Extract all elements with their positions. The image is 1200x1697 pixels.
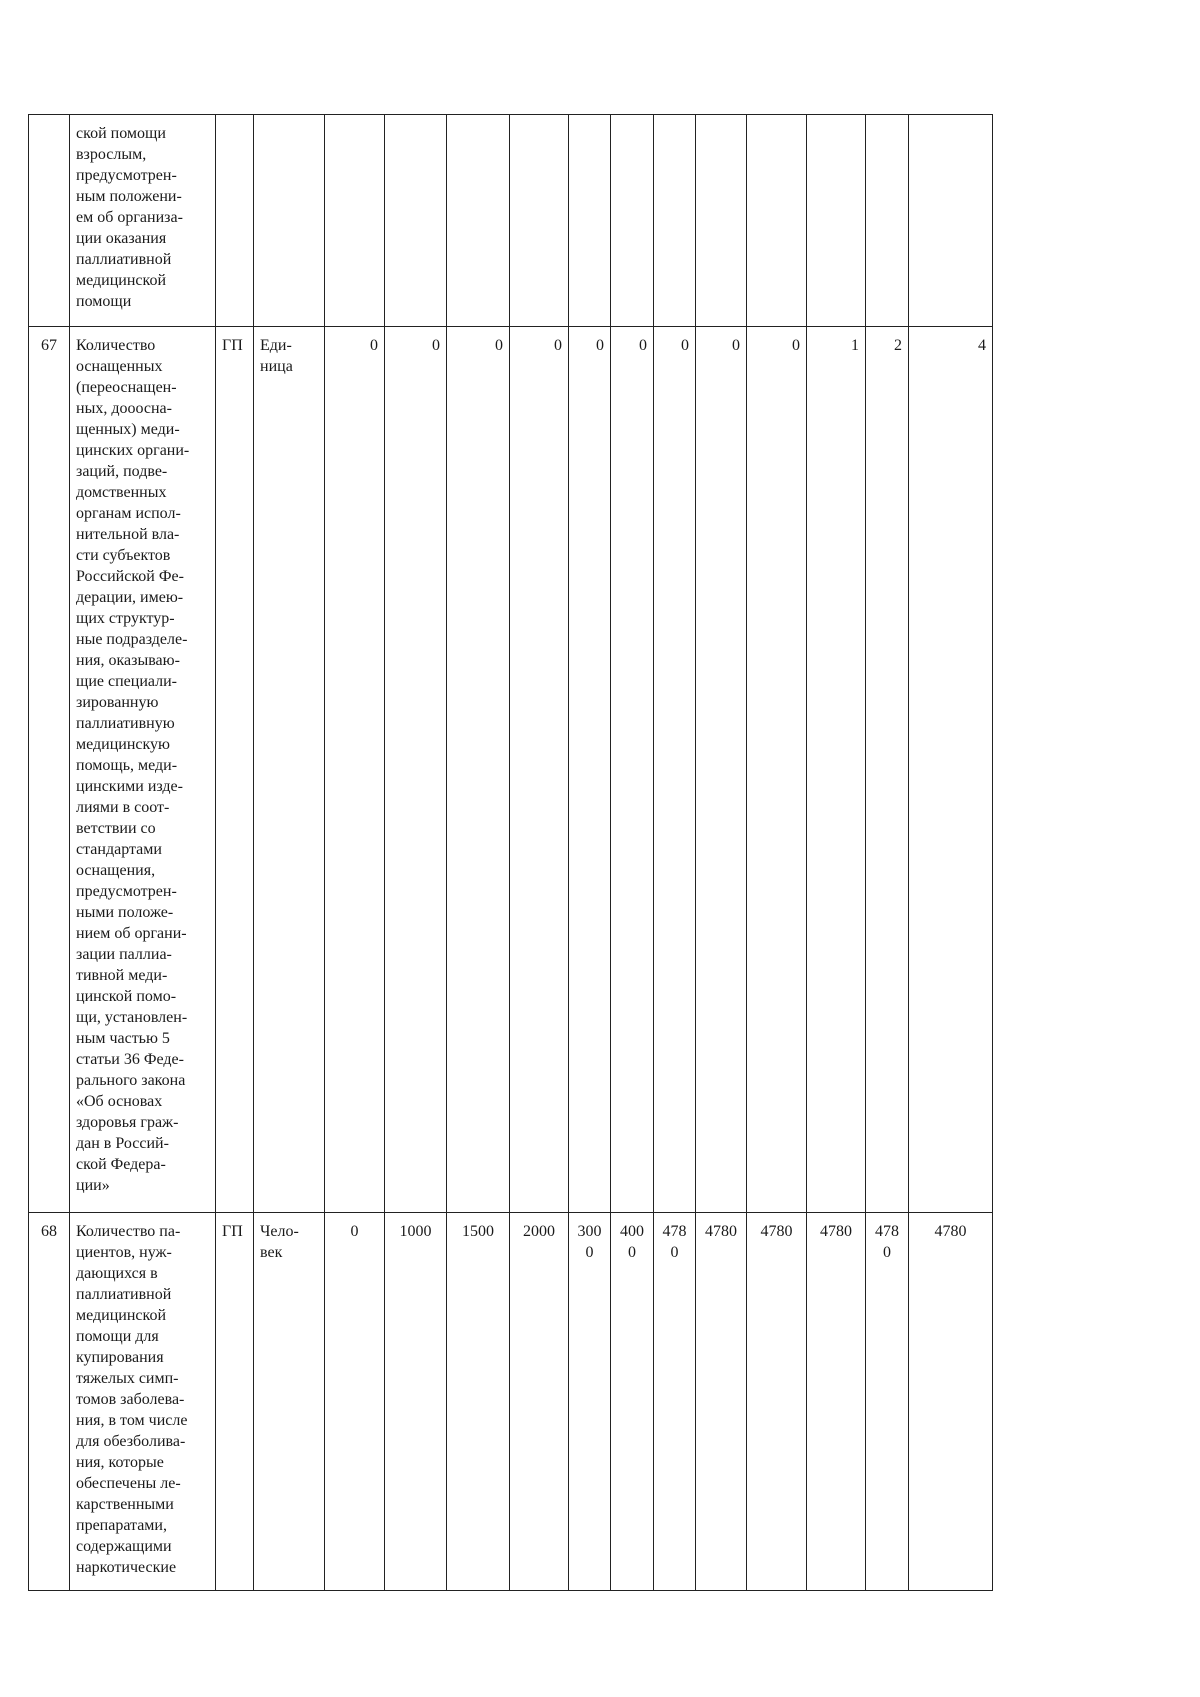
- value-line: 4780: [705, 1223, 737, 1240]
- value-cell: [747, 1213, 807, 1591]
- value-cell: [696, 115, 747, 327]
- indicator-name-line: сти субъектов: [76, 547, 171, 564]
- indicator-name-line: ции»: [76, 1177, 110, 1194]
- indicator-name-line: тивной меди-: [76, 967, 168, 984]
- indicator-name-line: нием об органи-: [76, 925, 187, 942]
- value-cell: [325, 115, 385, 327]
- row-index: [29, 115, 70, 327]
- indicator-name: [70, 115, 216, 327]
- indicator-name-line: карственными: [76, 1496, 174, 1513]
- indicator-name-line: обеспечены ле-: [76, 1475, 181, 1492]
- value-cell: 0: [325, 327, 385, 1213]
- value-cell: [569, 115, 611, 327]
- indicator-table: [28, 114, 993, 1591]
- table-row: [29, 1213, 993, 1591]
- level-cell: [216, 115, 254, 327]
- value-cell: 0: [510, 327, 569, 1213]
- unit-line: Еди-: [260, 337, 292, 354]
- value-cell: [510, 115, 569, 327]
- indicator-name-line: нительной вла-: [76, 526, 180, 543]
- indicator-name-line: паллиативную: [76, 715, 175, 732]
- value-cell: [654, 115, 696, 327]
- indicator-name-line: ния, оказываю-: [76, 652, 180, 669]
- indicator-name-line: Количество па-: [76, 1223, 181, 1240]
- indicator-name-line: ции оказания: [76, 230, 167, 247]
- value-line: 0: [628, 1244, 636, 1261]
- value-line: 0: [670, 1244, 679, 1261]
- value-cell: [807, 1213, 866, 1591]
- value-cell: [696, 1213, 747, 1591]
- indicator-name-line: оснащенных: [76, 358, 163, 375]
- table-body: [29, 115, 993, 1591]
- indicator-name-line: дан в Россий-: [76, 1135, 169, 1152]
- unit-cell: [254, 1213, 325, 1591]
- value-line: 300: [577, 1223, 602, 1240]
- value-cell: [909, 115, 993, 327]
- value-cell: 4: [909, 327, 993, 1213]
- indicator-name-line: ния, которые: [76, 1454, 164, 1471]
- indicator-name-line: ской помощи: [76, 125, 166, 142]
- indicator-name-line: паллиативной: [76, 1286, 172, 1303]
- value-cell: [866, 115, 909, 327]
- indicator-name-line: паллиативной: [76, 251, 172, 268]
- indicator-name-line: стандартами: [76, 841, 162, 858]
- indicator-name-line: Количество: [76, 337, 156, 354]
- value-cell: 1: [807, 327, 866, 1213]
- indicator-name-line: взрослым,: [76, 146, 147, 163]
- level-cell: ГП: [216, 1213, 254, 1591]
- value-line: 4780: [760, 1223, 793, 1240]
- indicator-name-line: ными положе-: [76, 904, 174, 921]
- value-cell: [447, 115, 510, 327]
- indicator-name-line: ным частью 5: [76, 1030, 170, 1047]
- unit-line: Чело-: [260, 1223, 299, 1240]
- indicator-name-line: циентов, нуж-: [76, 1244, 172, 1261]
- indicator-name-line: лиями в соот-: [76, 799, 170, 816]
- value-cell: 0: [569, 327, 611, 1213]
- indicator-name-line: цинской помо-: [76, 988, 177, 1005]
- indicator-name-line: зированную: [76, 694, 159, 711]
- indicator-name-line: медицинской: [76, 272, 167, 289]
- indicator-name-line: содержащими: [76, 1538, 172, 1555]
- indicator-name-line: томов заболева-: [76, 1391, 185, 1408]
- indicator-name-line: оснащения,: [76, 862, 156, 879]
- indicator-name-line: щи, установлен-: [76, 1009, 188, 1026]
- indicator-name: [70, 327, 216, 1213]
- value-cell: [807, 115, 866, 327]
- value-cell: [569, 1213, 611, 1591]
- indicator-name-line: дерации, имею-: [76, 589, 184, 606]
- unit-line: век: [260, 1244, 283, 1261]
- value-cell: [447, 1213, 510, 1591]
- value-line: 0: [883, 1244, 891, 1261]
- row-index: 67: [29, 327, 70, 1213]
- value-line: 400: [620, 1223, 644, 1240]
- indicator-name-line: «Об основах: [76, 1093, 163, 1110]
- table-row: [29, 115, 993, 327]
- value-cell: 0: [611, 327, 654, 1213]
- indicator-name-line: предусмотрен-: [76, 167, 177, 184]
- indicator-name-line: цинских органи-: [76, 442, 190, 459]
- indicator-name-line: ные подразделе-: [76, 631, 188, 648]
- level-cell: ГП: [216, 327, 254, 1213]
- value-line: 478: [662, 1223, 687, 1240]
- value-cell: 0: [747, 327, 807, 1213]
- indicator-name-line: щих структур-: [76, 610, 175, 627]
- indicator-name-line: ской Федера-: [76, 1156, 166, 1173]
- value-line: 1500: [462, 1223, 494, 1240]
- value-line: 4780: [934, 1223, 967, 1240]
- value-cell: [385, 115, 447, 327]
- indicator-name-line: помощь, меди-: [76, 757, 178, 774]
- indicator-name-line: медицинскую: [76, 736, 171, 753]
- indicator-name-line: наркотические: [76, 1559, 177, 1576]
- indicator-name-line: для обезболива-: [76, 1433, 186, 1450]
- indicator-name-line: органам испол-: [76, 505, 181, 522]
- value-cell: 2: [866, 327, 909, 1213]
- indicator-name-line: препаратами,: [76, 1517, 167, 1534]
- unit-cell: [254, 115, 325, 327]
- indicator-name-line: предусмотрен-: [76, 883, 177, 900]
- indicator-name: [70, 1213, 216, 1591]
- value-line: 1000: [399, 1223, 432, 1240]
- indicator-name-line: дающихся в: [76, 1265, 158, 1282]
- indicator-name-line: домственных: [76, 484, 167, 501]
- indicator-name-line: (переоснащен-: [76, 379, 177, 396]
- value-cell: [654, 1213, 696, 1591]
- value-cell: 0: [447, 327, 510, 1213]
- value-cell: [611, 1213, 654, 1591]
- value-cell: 0: [696, 327, 747, 1213]
- value-cell: [325, 1213, 385, 1591]
- indicator-name-line: ветствии со: [76, 820, 156, 837]
- value-cell: [385, 1213, 447, 1591]
- indicator-name-line: здоровья граж-: [76, 1114, 179, 1131]
- indicator-name-line: рального закона: [76, 1072, 186, 1089]
- indicator-name-line: помощи для: [76, 1328, 159, 1345]
- indicator-name-line: ем об организа-: [76, 209, 183, 226]
- value-cell: [510, 1213, 569, 1591]
- value-cell: [611, 115, 654, 327]
- indicator-name-line: зации паллиа-: [76, 946, 172, 963]
- value-line: 0: [585, 1244, 594, 1261]
- indicator-name-line: щие специали-: [76, 673, 177, 690]
- indicator-name-line: заций, подве-: [76, 463, 168, 480]
- value-line: 2000: [523, 1223, 555, 1240]
- row-index: 68: [29, 1213, 70, 1591]
- indicator-name-line: купирования: [76, 1349, 164, 1366]
- indicator-name-line: статьи 36 Феде-: [76, 1051, 184, 1068]
- indicator-name-line: тяжелых симп-: [76, 1370, 179, 1387]
- unit-cell: [254, 327, 325, 1213]
- value-cell: 0: [654, 327, 696, 1213]
- value-cell: [909, 1213, 993, 1591]
- value-line: 4780: [820, 1223, 852, 1240]
- indicator-name-line: цинскими изде-: [76, 778, 183, 795]
- indicator-name-line: помощи: [76, 293, 132, 310]
- indicator-name-line: Российской Фе-: [76, 568, 184, 585]
- table-row: [29, 327, 993, 1213]
- indicator-name-line: ным положени-: [76, 188, 182, 205]
- unit-line: ница: [260, 358, 293, 375]
- value-cell: [747, 115, 807, 327]
- value-line: 478: [875, 1223, 899, 1240]
- value-cell: [866, 1213, 909, 1591]
- indicator-name-line: щенных) меди-: [76, 421, 180, 438]
- indicator-name-line: медицинской: [76, 1307, 167, 1324]
- indicator-name-line: ния, в том числе: [76, 1412, 188, 1429]
- indicator-name-line: ных, дооосна-: [76, 400, 172, 417]
- value-line: 0: [350, 1223, 359, 1240]
- value-cell: 0: [385, 327, 447, 1213]
